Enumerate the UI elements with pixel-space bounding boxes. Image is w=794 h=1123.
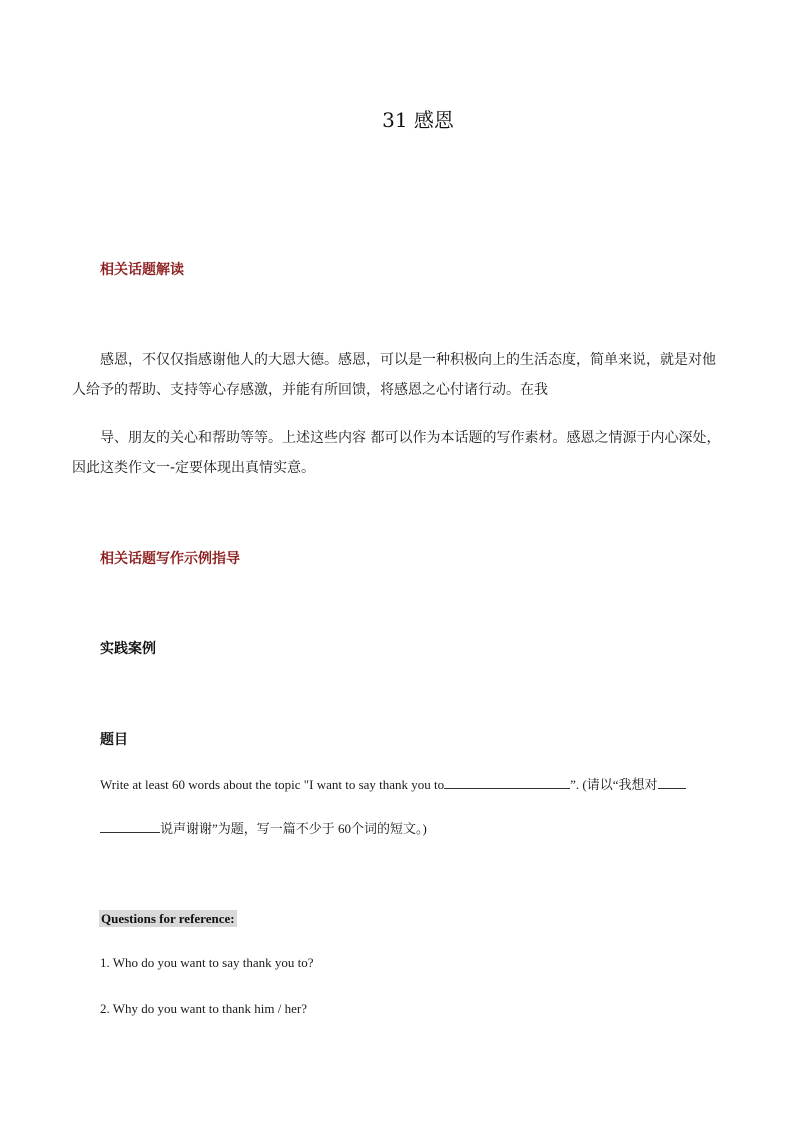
question-2: 2. Why do you want to thank him / her? [100, 1001, 308, 1016]
subheading-practice-case: 实践案例 [100, 641, 156, 657]
prompt-text-line-2: 说声谢谢”为题，写一篇不少于 60个词的短文。) [160, 821, 427, 836]
prompt-text-part-2: ”. (请以“我想对 [570, 777, 658, 792]
questions-heading [99, 908, 237, 927]
answer-blank-3 [100, 820, 160, 833]
paragraph-1-line-1: 感恩，不仅仅指感谢他人的大恩大德。感恩，可以是一种积极向上的生活态度，简单来说，就是对他 [100, 352, 716, 368]
answer-blank-1 [444, 776, 570, 789]
questions-heading-text: Questions for reference: [101, 911, 235, 926]
section-heading-topic-interpretation: 相关话题解读 [100, 262, 184, 278]
subheading-topic: 题目 [100, 732, 128, 748]
question-1: 1. Who do you want to say thank you to? [100, 955, 314, 970]
paragraph-2-line-2: 因此这类作文一-定要体现出真情实意。 [72, 460, 316, 476]
prompt-text-part-1: Write at least 60 words about the topic "I want to say thank you to [100, 777, 445, 792]
section-heading-writing-guidance: 相关话题写作示例指导 [100, 551, 240, 567]
paragraph-2-line-1: 导、朋友的关心和帮助等等。上述这些内容 都可以作为本话题的写作素材。感恩之情源于内心深处， [100, 430, 721, 446]
paragraph-1-line-2: 人给予的帮助、支持等心存感激，并能有所回馈，将感恩之心付诸行动。在我 [72, 382, 548, 398]
answer-blank-2 [658, 776, 686, 789]
writing-prompt-line-1 [100, 774, 686, 793]
writing-prompt-line-2 [100, 818, 427, 837]
page-title: 31 感恩 [382, 108, 454, 132]
